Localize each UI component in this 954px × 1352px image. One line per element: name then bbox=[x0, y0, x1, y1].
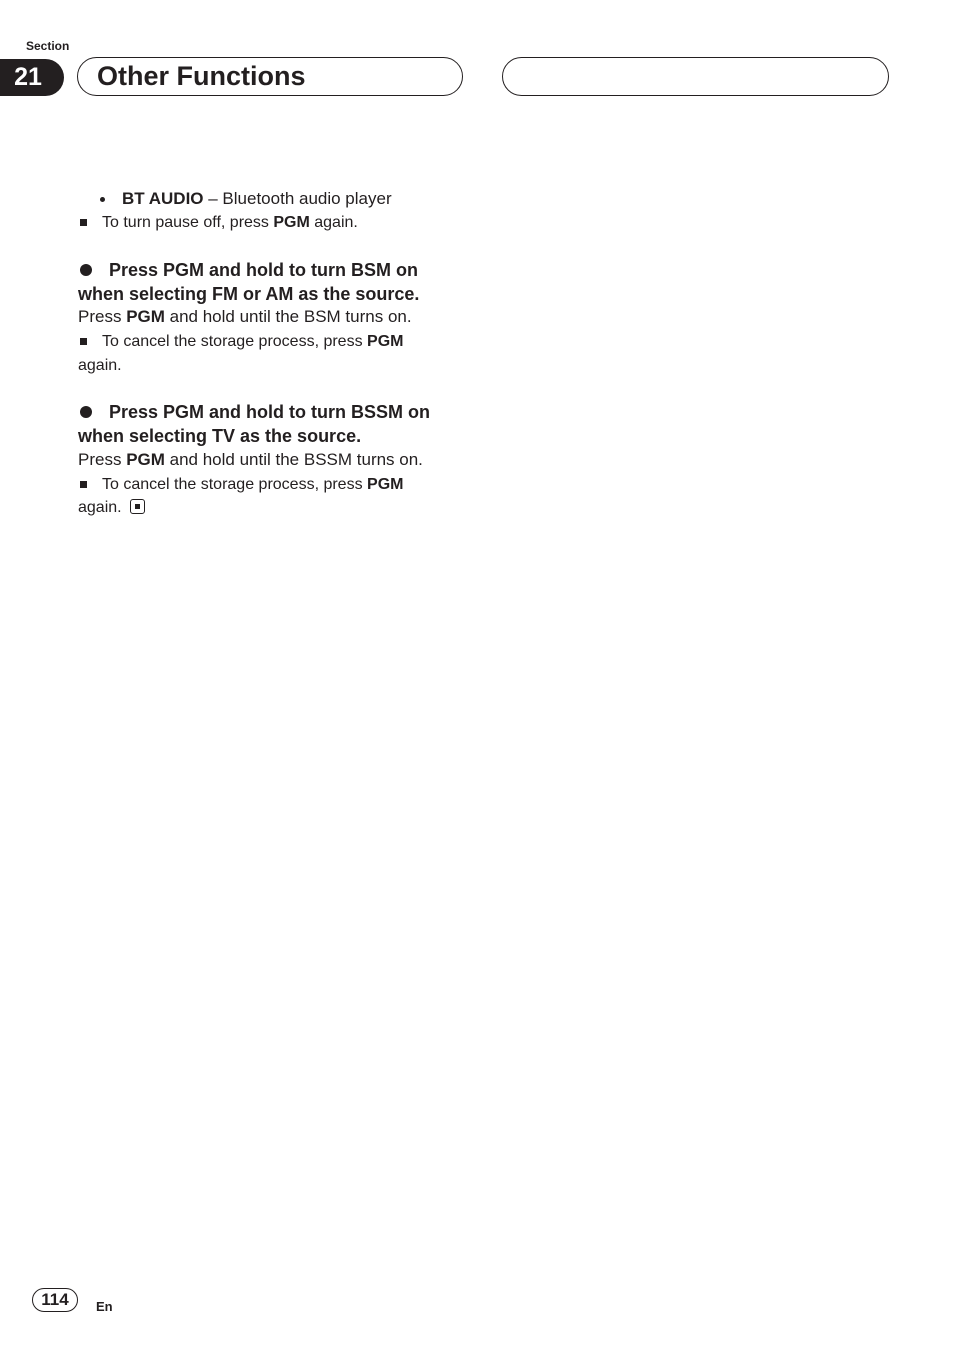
step2-note bbox=[102, 474, 403, 496]
step1-note-text: To cancel the storage process, press bbox=[102, 333, 368, 350]
step2-note-text: To cancel the storage process, press bbox=[102, 476, 368, 493]
step1-body bbox=[78, 306, 412, 328]
section-label: Section bbox=[26, 39, 70, 53]
note-text-end: again. bbox=[309, 214, 358, 231]
step2-body-key: PGM bbox=[126, 450, 165, 469]
bullet-item-desc: – Bluetooth audio player bbox=[203, 189, 392, 208]
step1-heading-line1: Press PGM and hold to turn BSM on bbox=[109, 260, 419, 280]
step2-heading-line1: Press PGM and hold to turn BSSM on bbox=[109, 402, 431, 422]
bullet-item-term: BT AUDIO bbox=[122, 189, 204, 208]
section-number: 21 bbox=[0, 59, 64, 96]
note-key: PGM bbox=[273, 214, 310, 231]
step1-heading-line2: when selecting FM or AM as the source. bbox=[78, 284, 420, 304]
step1-body-text: Press bbox=[78, 307, 127, 326]
step1-note-cont: again. bbox=[78, 357, 122, 374]
note-text: To turn pause off, press bbox=[102, 214, 274, 231]
note-pause-off bbox=[102, 212, 358, 234]
step2-body-text: Press bbox=[78, 450, 127, 469]
step2-note-key: PGM bbox=[367, 476, 404, 493]
step1-body-key: PGM bbox=[126, 307, 165, 326]
header-right-frame bbox=[502, 57, 889, 96]
step2-body-text-end: and hold until the BSSM turns on. bbox=[164, 450, 423, 469]
bullet-item-bt-audio bbox=[122, 188, 392, 210]
end-of-section-icon bbox=[130, 499, 145, 514]
step1-note bbox=[102, 331, 403, 353]
step2-body bbox=[78, 449, 423, 471]
language-label: En bbox=[96, 1299, 113, 1314]
step-dot-icon bbox=[80, 406, 92, 418]
note-square-icon bbox=[80, 481, 87, 488]
note-square-icon bbox=[80, 338, 87, 345]
step1-note-key: PGM bbox=[367, 333, 404, 350]
step1-body-text-end: and hold until the BSM turns on. bbox=[164, 307, 412, 326]
step-dot-icon bbox=[80, 264, 92, 276]
step2-note-cont: again. bbox=[78, 499, 122, 516]
bullet-dot-icon bbox=[100, 197, 105, 202]
step2-heading-line2: when selecting TV as the source. bbox=[78, 426, 362, 446]
page-number: 114 bbox=[32, 1288, 78, 1312]
page-title: Other Functions bbox=[97, 61, 306, 91]
note-square-icon bbox=[80, 219, 87, 226]
